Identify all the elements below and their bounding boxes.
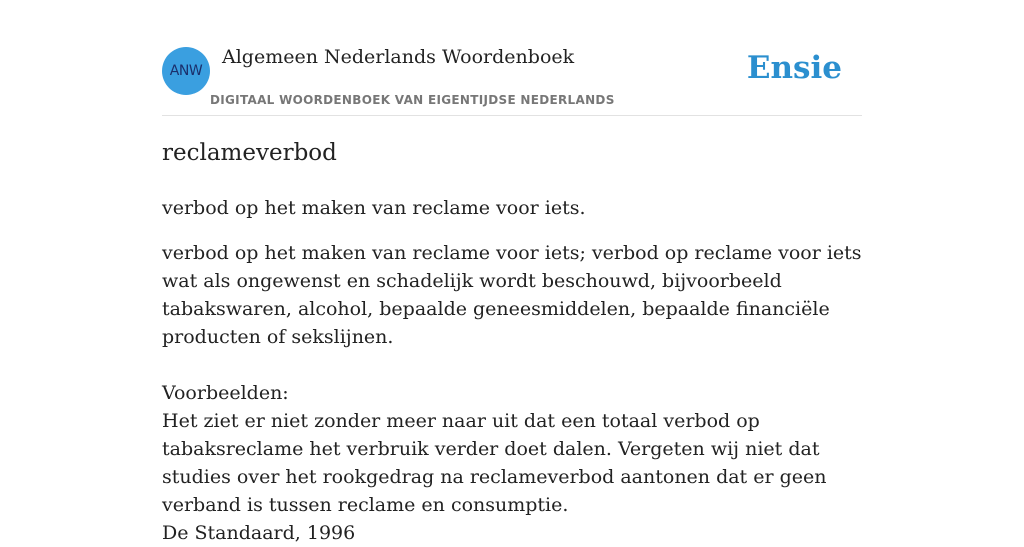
example-source: De Standaard, 1996 — [162, 522, 356, 544]
ensie-brand-logo[interactable]: Ensie — [746, 50, 842, 86]
site-title[interactable]: Algemeen Nederlands Woordenboek — [222, 46, 575, 68]
logo-text: ANW — [169, 63, 203, 79]
site-subtitle: DIGITAAL WOORDENBOEK VAN EIGENTIJDSE NEDERLANDS — [210, 93, 615, 107]
examples-section — [162, 379, 862, 547]
site-header — [162, 0, 862, 116]
short-definition: verbod op het maken van reclame voor iets. — [162, 197, 586, 219]
entry-word: reclameverbod — [162, 140, 337, 166]
long-definition-block — [162, 239, 862, 547]
page — [162, 0, 862, 544]
example-text: Het ziet er niet zonder meer naar uit dat een totaal verbod op tabaksreclame het verbruik verder doet dalen. Vergeten wij niet dat studies over het rookgedrag na reclameverbod aantonen dat er geen verband is tussen reclame en consumptie. — [162, 410, 827, 516]
anw-logo[interactable] — [162, 47, 210, 95]
examples-label: Voorbeelden: — [162, 382, 289, 404]
long-definition: verbod op het maken van reclame voor iets; verbod op reclame voor iets wat als ongewenst en schadelijk wordt beschouwd, bijvoorbeeld tabakswaren, alcohol, bepaalde geneesmiddelen, bepaalde financiële producten of sekslijnen. — [162, 242, 862, 348]
